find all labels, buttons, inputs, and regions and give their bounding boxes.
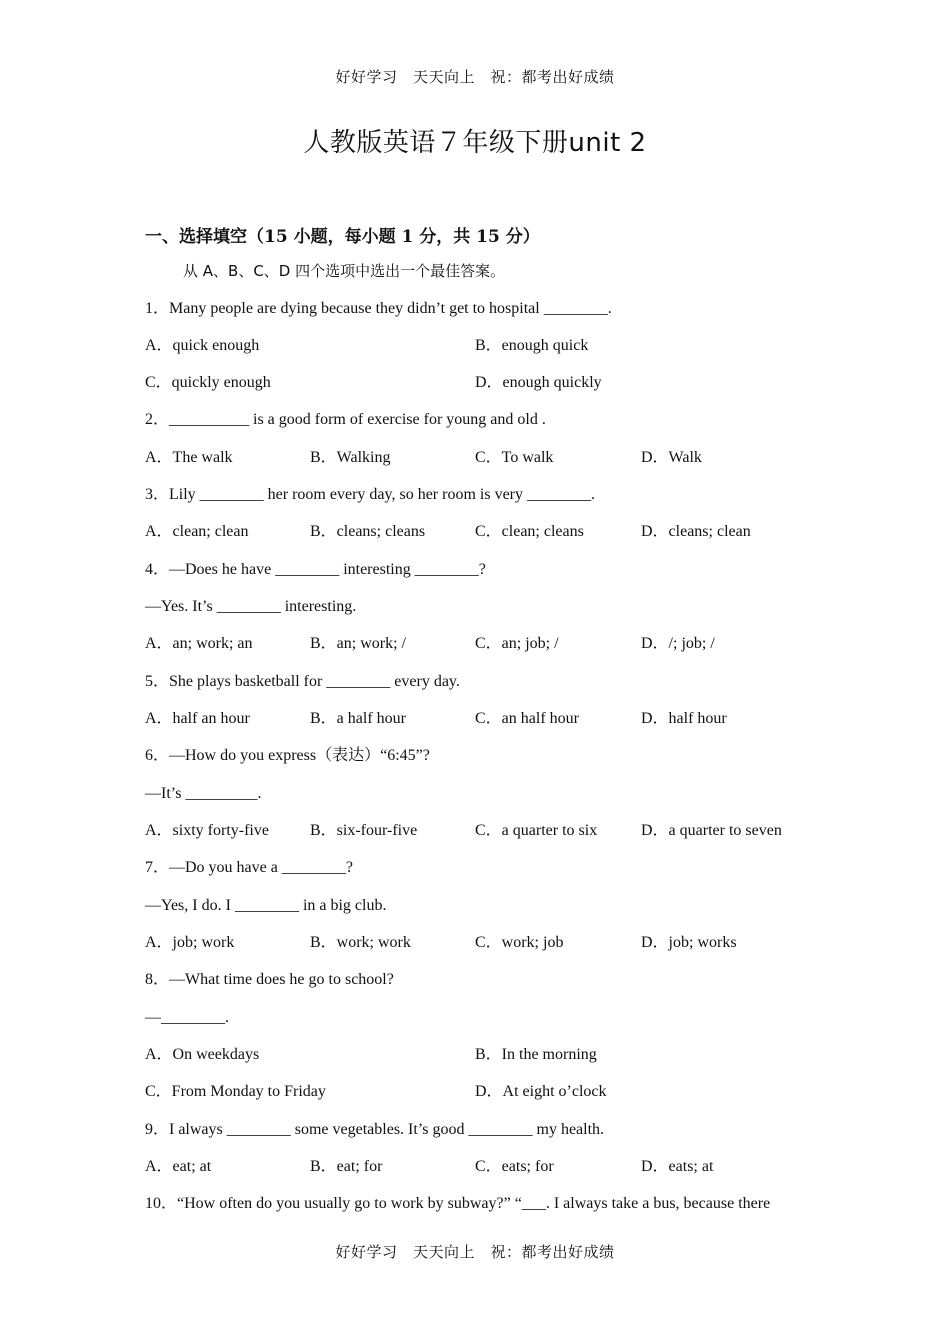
question-1-option-a: A．quick enough (145, 337, 260, 354)
question-8-option-d: D．At eight o’clock (475, 1083, 607, 1100)
question-6-option-b: B．six-four-five (310, 822, 418, 839)
question-9-option-d: D．eats; at (641, 1158, 714, 1175)
question-2-option-a: A．The walk (145, 449, 233, 466)
section-instruction: 从 A、B、C、D 四个选项中选出一个最佳答案。 (183, 262, 506, 280)
question-1-option-b: B．enough quick (475, 337, 589, 354)
section-heading: 一、选择填空（15 小题，每小题 1 分，共 15 分） (145, 227, 540, 247)
question-3-option-d: D．cleans; clean (641, 523, 751, 540)
question-4-option-d: D．/; job; / (641, 635, 715, 652)
question-9-option-a: A．eat; at (145, 1158, 212, 1175)
question-9-option-c: C．eats; for (475, 1158, 554, 1175)
question-2-option-d: D．Walk (641, 449, 702, 466)
question-4-stem-line-2: —Yes. It’s ________ interesting. (145, 598, 357, 615)
question-8-stem: 8．—What time does he go to school? (145, 971, 394, 988)
question-5-option-b: B．a half hour (310, 710, 406, 727)
question-10-stem: 10．“How often do you usually go to work by subway?” “___. I always take a bus, because there (145, 1195, 771, 1212)
question-2-stem: 2．__________ is a good form of exercise for young and old . (145, 411, 546, 428)
question-4-stem: 4．—Does he have ________ interesting ________? (145, 561, 486, 578)
question-5-option-a: A．half an hour (145, 710, 250, 727)
question-6-option-a: A．sixty forty-five (145, 822, 269, 839)
question-4-option-c: C．an; job; / (475, 635, 559, 652)
header-motto: 好好学习 天天向上 祝：都考出好成绩 (335, 68, 615, 86)
question-7-option-d: D．job; works (641, 934, 737, 951)
question-8-option-c: C．From Monday to Friday (145, 1083, 326, 1100)
question-5-stem: 5．She plays basketball for ________ every day. (145, 673, 460, 690)
question-6-stem-line-2: —It’s _________. (145, 785, 262, 802)
question-9-option-b: B．eat; for (310, 1158, 383, 1175)
question-7-option-c: C．work; job (475, 934, 564, 951)
question-1-option-d: D．enough quickly (475, 374, 602, 391)
question-7-option-a: A．job; work (145, 934, 235, 951)
question-8-stem-line-2: —________. (145, 1009, 229, 1026)
question-2-option-c: C．To walk (475, 449, 554, 466)
question-3-option-a: A．clean; clean (145, 523, 249, 540)
question-8-option-b: B．In the morning (475, 1046, 597, 1063)
question-2-option-b: B．Walking (310, 449, 391, 466)
question-6-option-d: D．a quarter to seven (641, 822, 782, 839)
question-3-option-b: B．cleans; cleans (310, 523, 426, 540)
question-4-option-a: A．an; work; an (145, 635, 253, 652)
question-7-option-b: B．work; work (310, 934, 411, 951)
question-3-option-c: C．clean; cleans (475, 523, 584, 540)
question-5-option-d: D．half hour (641, 710, 727, 727)
question-7-stem: 7．—Do you have a ________? (145, 859, 353, 876)
question-1-option-c: C．quickly enough (145, 374, 271, 391)
question-9-stem: 9．I always ________ some vegetables. It’s good ________ my health. (145, 1121, 605, 1138)
document-title: 人教版英语７年级下册unit 2 (303, 128, 647, 158)
question-4-option-b: B．an; work; / (310, 635, 406, 652)
question-6-stem: 6．—How do you express（表达）“6:45”? (145, 747, 430, 764)
question-3-stem: 3．Lily ________ her room every day, so her room is very ________. (145, 486, 595, 503)
question-7-stem-line-2: —Yes, I do. I ________ in a big club. (145, 897, 387, 914)
question-6-option-c: C．a quarter to six (475, 822, 598, 839)
footer-motto: 好好学习 天天向上 祝：都考出好成绩 (335, 1243, 615, 1261)
question-8-option-a: A．On weekdays (145, 1046, 260, 1063)
question-1-stem: 1．Many people are dying because they didn’t get to hospital ________. (145, 300, 612, 317)
question-5-option-c: C．an half hour (475, 710, 579, 727)
